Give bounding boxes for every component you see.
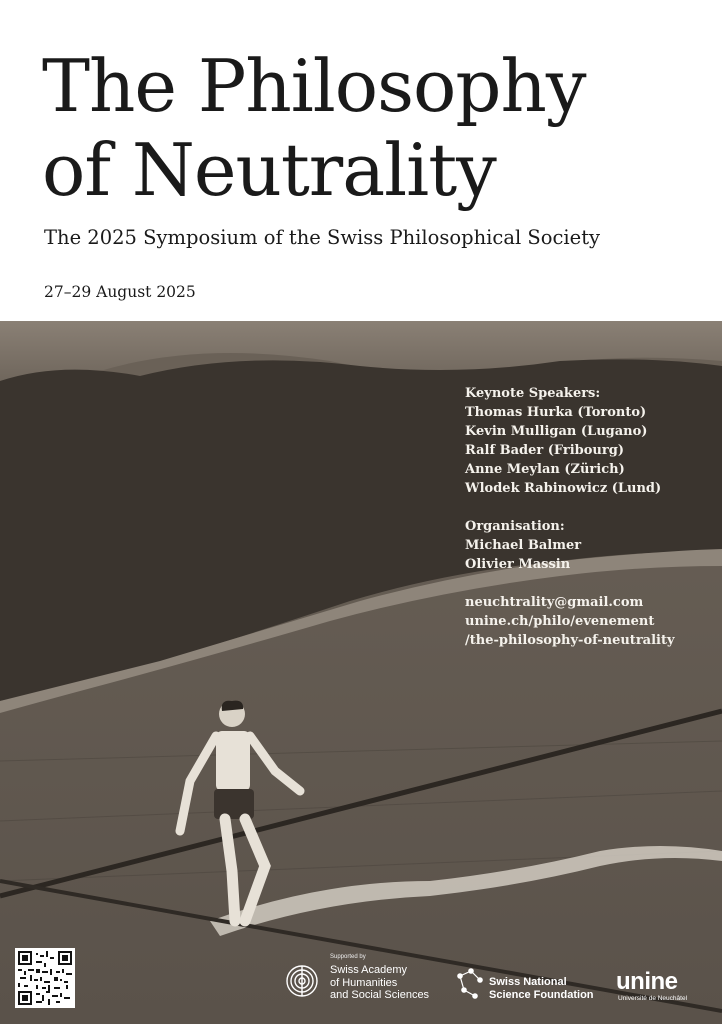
- supported-by-label: Supported by: [330, 954, 366, 960]
- keynote-speakers: [465, 384, 715, 498]
- organisation: [465, 517, 715, 574]
- sagw-name-line: of Humanities: [330, 976, 398, 989]
- qr-code-icon: [18, 951, 72, 1005]
- speaker-item: Kevin Mulligan (Lugano): [465, 424, 648, 439]
- sagw-name-line: Swiss Academy: [330, 964, 408, 976]
- qr-code[interactable]: [15, 948, 75, 1008]
- contact-url-continued[interactable]: /the-philosophy-of-neutrality: [465, 633, 675, 648]
- snsf-logo: [455, 968, 615, 1008]
- unine-wordmark: unine: [616, 968, 678, 995]
- speaker-item: Anne Meylan (Zürich): [465, 462, 625, 477]
- title-line-1: The Philosophy: [42, 44, 586, 128]
- snsf-name: [489, 976, 594, 1001]
- unine-subtitle: Université de Neuchâtel: [618, 995, 688, 1002]
- unine-logo: [616, 968, 716, 1008]
- speaker-item: Ralf Bader (Fribourg): [465, 443, 624, 458]
- snsf-name-line: Swiss National: [489, 976, 567, 988]
- organiser-item: Michael Balmer: [465, 538, 582, 553]
- contact-email[interactable]: neuchtrality@gmail.com: [465, 595, 644, 610]
- event-info: [465, 384, 715, 669]
- sagw-spiral-icon: [285, 964, 319, 998]
- snsf-name-line: Science Foundation: [489, 988, 594, 1001]
- sagw-name-line: and Social Sciences: [330, 989, 430, 1001]
- poster-header: [0, 0, 722, 321]
- speaker-item: Wlodek Rabinowicz (Lund): [465, 481, 662, 496]
- speaker-item: Thomas Hurka (Toronto): [465, 405, 647, 420]
- contact-url[interactable]: unine.ch/philo/evenement: [465, 614, 655, 629]
- contact: [465, 593, 715, 650]
- sagw-name: [330, 964, 429, 1002]
- event-dates: 27–29 August 2025: [44, 283, 196, 301]
- snsf-network-icon: [455, 968, 485, 1002]
- poster-title: [42, 44, 702, 212]
- keynote-heading: Keynote Speakers:: [465, 386, 601, 401]
- organiser-item: Olivier Massin: [465, 557, 571, 572]
- poster-subtitle: The 2025 Symposium of the Swiss Philosophical Society: [44, 226, 601, 249]
- organisation-heading: Organisation:: [465, 519, 565, 534]
- sagw-logo: [285, 954, 455, 1014]
- title-line-2: of Neutrality: [42, 128, 496, 212]
